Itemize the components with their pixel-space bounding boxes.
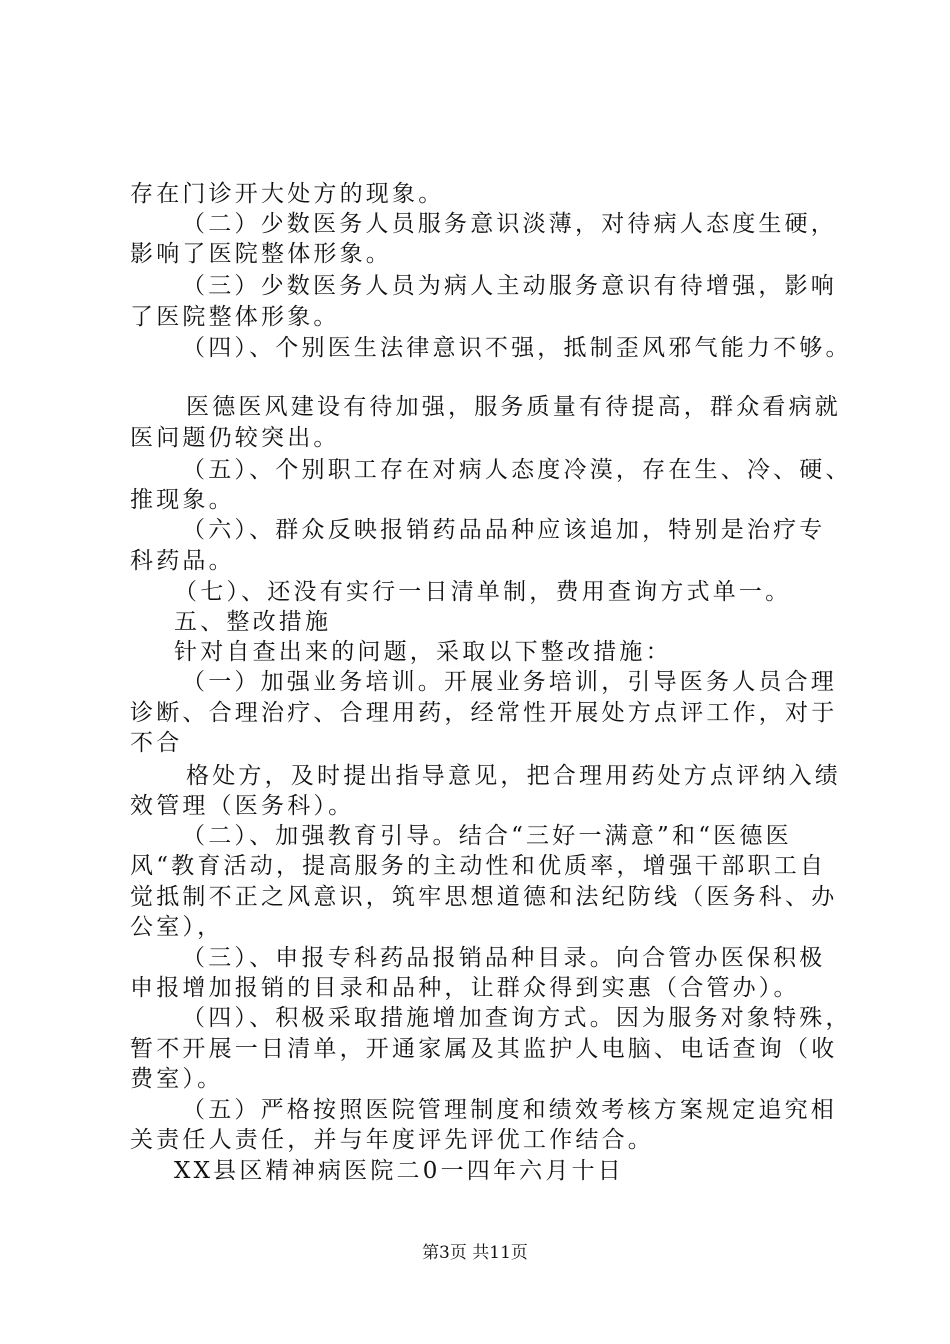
text-line: 风“教育活动，提高服务的主动性和优质率，增强干部职工自 (130, 853, 827, 879)
text-line: 关责任人责任，并与年度评先评优工作结合。 (130, 1127, 654, 1153)
text-line: 格处方，及时提出指导意见，把合理用药处方点评纳入绩 (186, 763, 841, 789)
text-line: 不合 (130, 730, 183, 756)
text-line: 科药品。 (130, 548, 235, 574)
text-line: 申报增加报销的目录和品种，让群众得到实惠（合管办）。 (130, 975, 800, 1001)
signature-date-line: XX县区精神病医院二0一四年六月十日 (174, 1158, 624, 1184)
text-line: 暂不开展一日清单，开通家属及其监护人电脑、电话查询（收 (130, 1036, 838, 1062)
text-line: （三）少数医务人员为病人主动服务意识有待增强，影响 (182, 273, 837, 299)
text-line: （二）少数医务人员服务意识淡薄，对待病人态度生硬， (182, 211, 837, 237)
text-line: 公室）， (130, 914, 224, 940)
text-line: 医问题仍较突出。 (130, 425, 340, 451)
text-line: （三）、申报专科药品报销品种目录。向合管办医保积极 (182, 945, 826, 971)
text-line: （一）加强业务培训。开展业务培训，引导医务人员合理 (182, 669, 837, 695)
text-line: 医德医风建设有待加强，服务质量有待提高，群众看病就 (186, 394, 841, 420)
text-line: 觉抵制不正之风意识，筑牢思想道德和法纪防线（医务科、办 (130, 884, 838, 910)
text-line: 针对自查出来的问题，采取以下整改措施： (174, 639, 672, 665)
text-line: （五）、个别职工存在对病人态度冷漠，存在生、冷、硬、 (182, 457, 852, 483)
text-line: 存在门诊开大处方的现象。 (130, 181, 445, 207)
text-line: （二）、加强教育引导。结合“三好一满意”和“医德医 (182, 823, 792, 849)
text-line: 影响了医院整体形象。 (130, 241, 392, 267)
text-line: 推现象。 (130, 487, 235, 513)
section-heading: 五、整改措施 (174, 609, 332, 635)
text-line: 效管理（医务科）。 (130, 793, 355, 819)
text-line: 了医院整体形象。 (130, 304, 340, 330)
text-line: 费室）。 (130, 1066, 224, 1092)
text-line: （四）、个别医生法律意识不强，抵制歪风邪气能力不够。 (182, 335, 852, 361)
page-number-footer: 第3页 共11页 (422, 1243, 528, 1263)
text-line: （五）严格按照医院管理制度和绩效考核方案规定追究相 (182, 1097, 837, 1123)
text-line: （七）、还没有实行一日清单制，费用查询方式单一。 (174, 579, 792, 605)
text-line: （六）、群众反映报销药品品种应该追加，特别是治疗专 (182, 517, 826, 543)
text-line: （四）、积极采取措施增加查询方式。因为服务对象特殊， (182, 1005, 852, 1031)
text-line: 诊断、合理治疗、合理用药，经常性开展处方点评工作，对于 (130, 700, 838, 726)
